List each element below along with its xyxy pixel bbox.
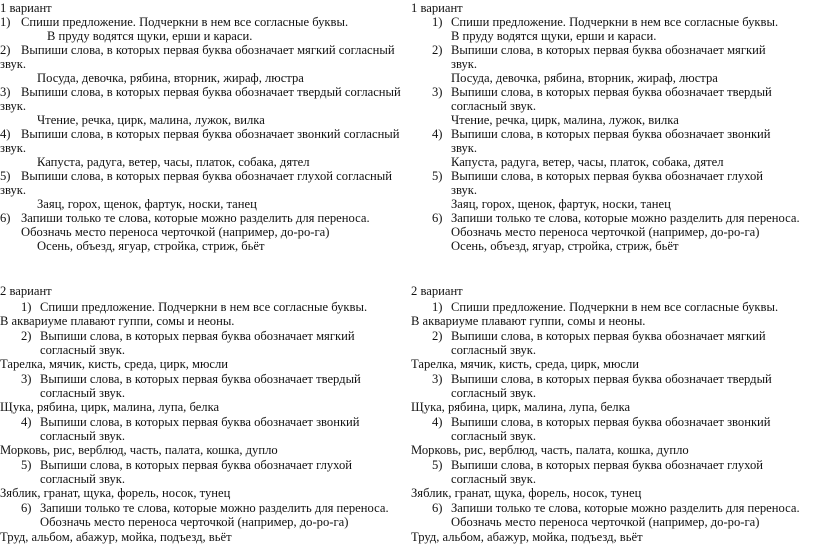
task-number: 1) bbox=[432, 15, 443, 29]
task-number: 3) bbox=[432, 85, 443, 99]
task-number: 3) bbox=[432, 372, 443, 386]
task-text: Выпиши слова, в которых первая буква обозначает звонкий bbox=[451, 127, 771, 141]
task-text: Спиши предложение. Подчеркни в нем все согласные буквы. bbox=[451, 300, 779, 314]
task-example: В аквариуме плавают гуппи, сомы и неоны. bbox=[0, 314, 235, 328]
task-text: Спиши предложение. Подчеркни в нем все согласные буквы. bbox=[21, 15, 349, 29]
task-example: Чтение, речка, цирк, малина, лужок, вилка bbox=[451, 113, 679, 127]
task-number: 5) bbox=[432, 458, 443, 472]
task-example: Заяц, горох, щенок, фартук, носки, танец bbox=[451, 197, 671, 211]
task-example: Капуста, радуга, ветер, часы, платок, собака, дятел bbox=[451, 155, 724, 169]
task-text: Выпиши слова, в которых первая буква обозначает твердый согласный bbox=[21, 85, 401, 99]
task-number: 2) bbox=[432, 43, 443, 57]
task-example: Посуда, девочка, рябина, вторник, жираф, люстра bbox=[451, 71, 718, 85]
task-number: 1) bbox=[432, 300, 443, 314]
task-text-cont: согласный звук. bbox=[451, 429, 537, 443]
task-text-cont: согласный звук. bbox=[451, 343, 537, 357]
task-number: 6) bbox=[0, 211, 11, 225]
task-text: Выпиши слова, в которых первая буква обозначает звонкий bbox=[40, 415, 360, 429]
task-text-cont: звук. bbox=[451, 57, 478, 71]
task-number: 4) bbox=[432, 415, 443, 429]
variant-title: 2 вариант bbox=[0, 284, 52, 298]
task-text: Запиши только те слова, которые можно разделить для переноса. bbox=[21, 211, 370, 225]
task-number: 1) bbox=[21, 300, 32, 314]
task-example: Зяблик, гранат, щука, форель, носок, тунец bbox=[0, 486, 231, 500]
task-text: Выпиши слова, в которых первая буква обозначает глухой согласный bbox=[21, 169, 392, 183]
task-number: 2) bbox=[21, 329, 32, 343]
task-number: 5) bbox=[0, 169, 11, 183]
task-example: Осень, объезд, ягуар, стройка, стриж, бьёт bbox=[451, 239, 679, 253]
task-text: Выпиши слова, в которых первая буква обозначает мягкий согласный bbox=[21, 43, 395, 57]
task-example: В пруду водятся щуки, ерши и караси. bbox=[451, 29, 657, 43]
task-text: Выпиши слова, в которых первая буква обозначает мягкий bbox=[451, 43, 766, 57]
task-text-cont: согласный звук. bbox=[451, 386, 537, 400]
task-text-cont: звук. bbox=[0, 57, 27, 71]
task-text: Выпиши слова, в которых первая буква обозначает твердый bbox=[451, 372, 772, 386]
task-example: Чтение, речка, цирк, малина, лужок, вилка bbox=[37, 113, 265, 127]
variant-1-right bbox=[411, 0, 816, 262]
task-number: 5) bbox=[432, 169, 443, 183]
task-example: Осень, объезд, ягуар, стройка, стриж, бьёт bbox=[37, 239, 265, 253]
task-number: 4) bbox=[432, 127, 443, 141]
task-text-cont: звук. bbox=[451, 183, 478, 197]
task-example: Посуда, девочка, рябина, вторник, жираф, люстра bbox=[37, 71, 304, 85]
task-number: 4) bbox=[21, 415, 32, 429]
task-text: Выпиши слова, в которых первая буква обозначает твердый bbox=[451, 85, 772, 99]
task-text-cont: звук. bbox=[0, 183, 27, 197]
task-number: 6) bbox=[432, 501, 443, 515]
task-example: В аквариуме плавают гуппи, сомы и неоны. bbox=[411, 314, 646, 328]
task-text: Выпиши слова, в которых первая буква обозначает мягкий bbox=[40, 329, 355, 343]
task-text-cont: согласный звук. bbox=[451, 472, 537, 486]
task-text: Спиши предложение. Подчеркни в нем все согласные буквы. bbox=[451, 15, 779, 29]
task-text: Выпиши слова, в которых первая буква обозначает глухой bbox=[40, 458, 353, 472]
task-text: Выпиши слова, в которых первая буква обозначает мягкий bbox=[451, 329, 766, 343]
task-text: Выпиши слова, в которых первая буква обозначает звонкий согласный bbox=[21, 127, 400, 141]
task-example: Тарелка, мячик, кисть, среда, цирк, мюсли bbox=[411, 357, 639, 371]
task-number: 6) bbox=[432, 211, 443, 225]
task-number: 2) bbox=[432, 329, 443, 343]
task-text-cont: звук. bbox=[0, 99, 27, 113]
task-example: Зяблик, гранат, щука, форель, носок, тунец bbox=[411, 486, 642, 500]
variant-title: 1 вариант bbox=[411, 1, 463, 15]
task-text: Запиши только те слова, которые можно разделить для переноса. bbox=[40, 501, 389, 515]
task-text: Выпиши слова, в которых первая буква обозначает глухой bbox=[451, 458, 764, 472]
task-number: 3) bbox=[21, 372, 32, 386]
task-text: Выпиши слова, в которых первая буква обозначает твердый bbox=[40, 372, 361, 386]
task-example: В пруду водятся щуки, ерши и караси. bbox=[47, 29, 253, 43]
variant-1-left bbox=[0, 0, 405, 262]
task-example: Капуста, радуга, ветер, часы, платок, собака, дятел bbox=[37, 155, 310, 169]
task-number: 5) bbox=[21, 458, 32, 472]
task-text-cont: Обозначь место переноса черточкой (например, до-ро-га) bbox=[451, 515, 760, 529]
task-text: Запиши только те слова, которые можно разделить для переноса. bbox=[451, 211, 800, 225]
task-number: 1) bbox=[0, 15, 11, 29]
task-text-cont: Обозначь место переноса черточкой (например, до-ро-га) bbox=[21, 225, 330, 239]
variant-2-left bbox=[0, 284, 405, 554]
task-example: Щука, рябина, цирк, малина, лупа, белка bbox=[0, 400, 220, 414]
task-text-cont: согласный звук. bbox=[451, 99, 537, 113]
task-number: 2) bbox=[0, 43, 11, 57]
task-text: Спиши предложение. Подчеркни в нем все согласные буквы. bbox=[40, 300, 368, 314]
variant-2-right bbox=[411, 284, 816, 554]
variant-title: 1 вариант bbox=[0, 1, 52, 15]
task-text-cont: согласный звук. bbox=[40, 429, 126, 443]
task-text-cont: Обозначь место переноса черточкой (например, до-ро-га) bbox=[451, 225, 760, 239]
task-text: Выпиши слова, в которых первая буква обозначает глухой bbox=[451, 169, 764, 183]
variant-title: 2 вариант bbox=[411, 284, 463, 298]
task-number: 4) bbox=[0, 127, 11, 141]
task-text: Выпиши слова, в которых первая буква обозначает звонкий bbox=[451, 415, 771, 429]
task-number: 3) bbox=[0, 85, 11, 99]
task-example: Морковь, рис, верблюд, часть, палата, кошка, дупло bbox=[411, 443, 689, 457]
task-number: 6) bbox=[21, 501, 32, 515]
task-text-cont: согласный звук. bbox=[40, 472, 126, 486]
task-text-cont: согласный звук. bbox=[40, 386, 126, 400]
task-text-cont: согласный звук. bbox=[40, 343, 126, 357]
task-example: Труд, альбом, абажур, мойка, подъезд, вьёт bbox=[0, 530, 232, 544]
task-example: Морковь, рис, верблюд, часть, палата, кошка, дупло bbox=[0, 443, 278, 457]
task-example: Заяц, горох, щенок, фартук, носки, танец bbox=[37, 197, 257, 211]
task-example: Труд, альбом, абажур, мойка, подъезд, вьёт bbox=[411, 530, 643, 544]
task-text-cont: звук. bbox=[451, 141, 478, 155]
task-text: Запиши только те слова, которые можно разделить для переноса. bbox=[451, 501, 800, 515]
task-text-cont: звук. bbox=[0, 141, 27, 155]
task-text-cont: Обозначь место переноса черточкой (например, до-ро-га) bbox=[40, 515, 349, 529]
task-example: Тарелка, мячик, кисть, среда, цирк, мюсли bbox=[0, 357, 228, 371]
task-example: Щука, рябина, цирк, малина, лупа, белка bbox=[411, 400, 631, 414]
